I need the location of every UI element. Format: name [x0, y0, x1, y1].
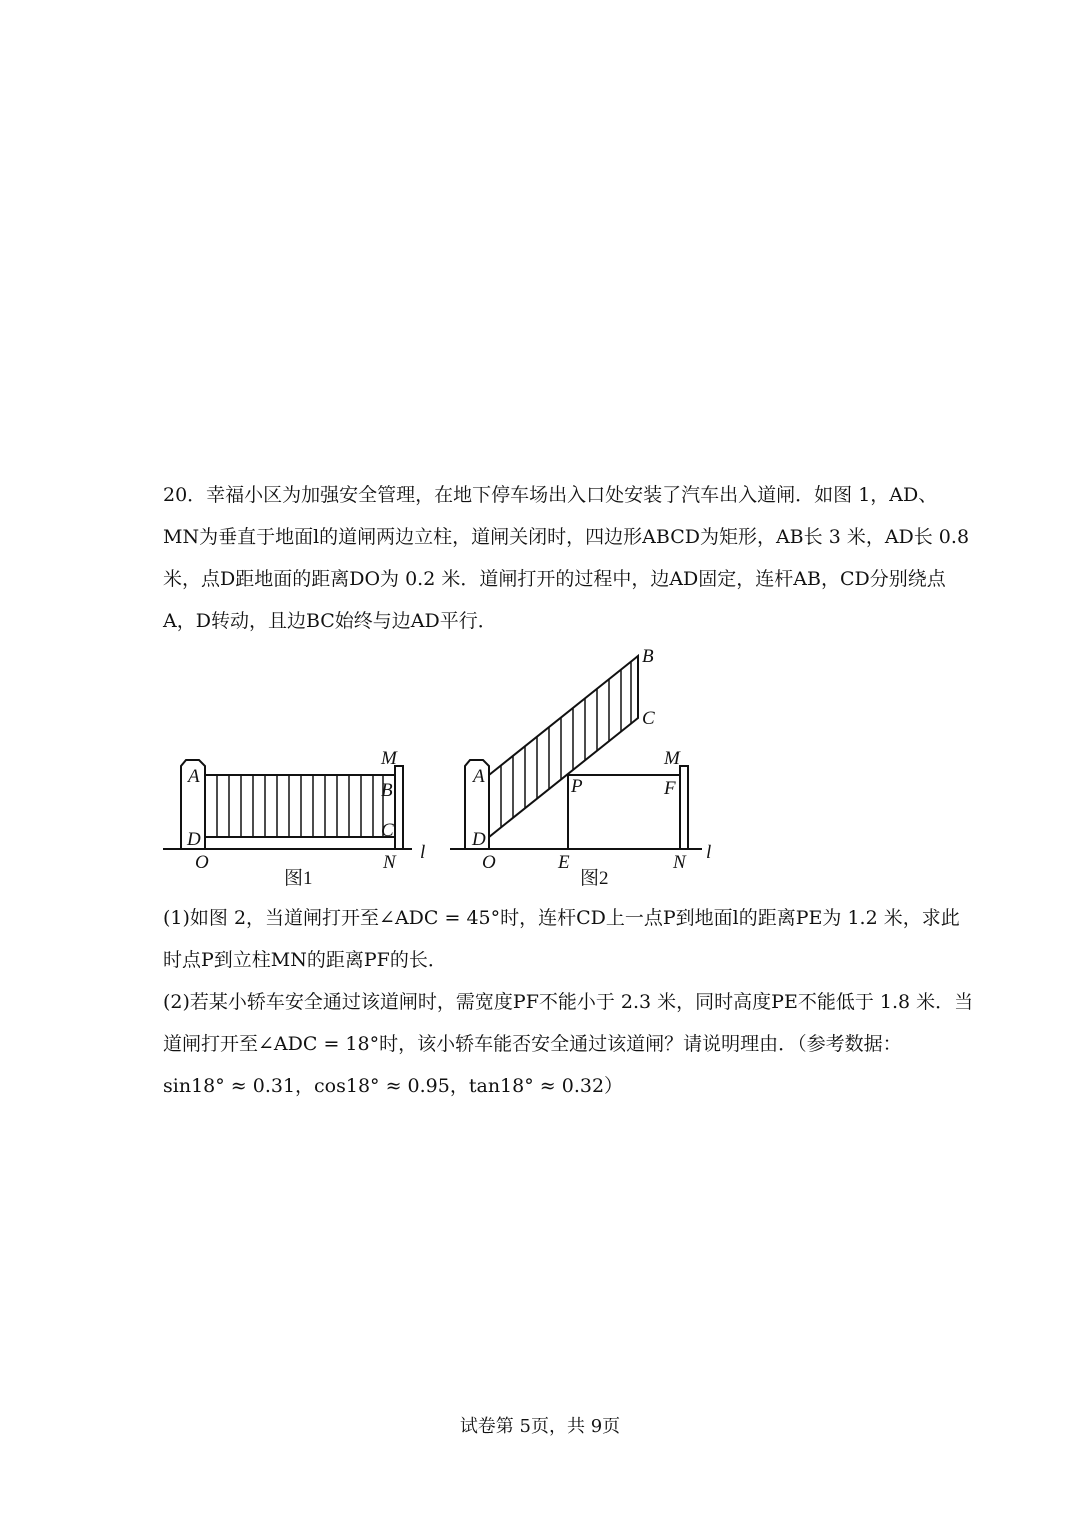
- fig2-gate-bars: [501, 662, 631, 827]
- problem-line-1: 20．幸福小区为加强安全管理，在地下停车场出入口处安装了汽车出入道闸．如图 1，AD、: [163, 484, 938, 506]
- question-2-line-3: sin18° ≈ 0.31，cos18° ≈ 0.95，tan18° ≈ 0.32）: [163, 1075, 624, 1097]
- fig1-gate-rect: [205, 775, 395, 837]
- fig2-label-D: D: [472, 829, 486, 850]
- fig1-caption: 图1: [284, 868, 313, 889]
- fig2-label-M: M: [664, 748, 680, 769]
- fig1-right-post: [395, 766, 403, 849]
- fig1-label-N: N: [383, 852, 396, 873]
- fig2-label-E: E: [558, 852, 570, 873]
- problem-line-2: MN为垂直于地面l的道闸两边立柱，道闸关闭时，四边形ABCD为矩形，AB长 3 米，AD长 0.8: [163, 526, 970, 548]
- fig1-label-B: B: [381, 780, 393, 801]
- fig2-caption: 图2: [580, 868, 609, 889]
- page-footer: 试卷第 5页，共 9页: [459, 1416, 621, 1437]
- problem-line-4: A，D转动，且边BC始终与边AD平行．: [163, 610, 497, 632]
- question-1-line-1: (1)如图 2，当道闸打开至∠ADC = 45°时，连杆CD上一点P到地面l的距离PE为 1.2 米，求此: [163, 907, 960, 929]
- fig2-label-P: P: [571, 776, 583, 797]
- fig1-label-C: C: [381, 820, 394, 841]
- problem-line-3: 米，点D距地面的距离DO为 0.2 米．道闸打开的过程中，边AD固定，连杆AB，CD分别绕点: [163, 568, 946, 590]
- fig2-label-O: O: [482, 852, 496, 873]
- question-2-line-1: (2)若某小轿车安全通过该道闸时，需宽度PF不能小于 2.3 米，同时高度PE不能低于 1.8 米．当: [163, 991, 974, 1013]
- fig1-gate-bars: [217, 775, 383, 837]
- fig2-label-l: l: [706, 842, 712, 863]
- fig2-gate-parallelogram: [489, 656, 638, 837]
- fig1-label-A: A: [188, 766, 200, 787]
- fig2-label-C: C: [642, 708, 655, 729]
- fig2-right-post: [680, 766, 688, 849]
- fig1-label-M: M: [381, 748, 397, 769]
- fig2-label-A: A: [473, 766, 485, 787]
- fig1-label-D: D: [187, 829, 201, 850]
- question-2-line-2: 道闸打开至∠ADC = 18°时，该小轿车能否安全通过该道闸？请说明理由．（参考数据：: [163, 1033, 902, 1055]
- fig2-label-F: F: [664, 778, 676, 799]
- question-1-line-2: 时点P到立柱MN的距离PF的长．: [163, 949, 447, 971]
- fig1-label-l: l: [420, 842, 426, 863]
- fig1-label-O: O: [195, 852, 209, 873]
- fig2-label-B: B: [642, 646, 654, 667]
- fig2-label-N: N: [673, 852, 686, 873]
